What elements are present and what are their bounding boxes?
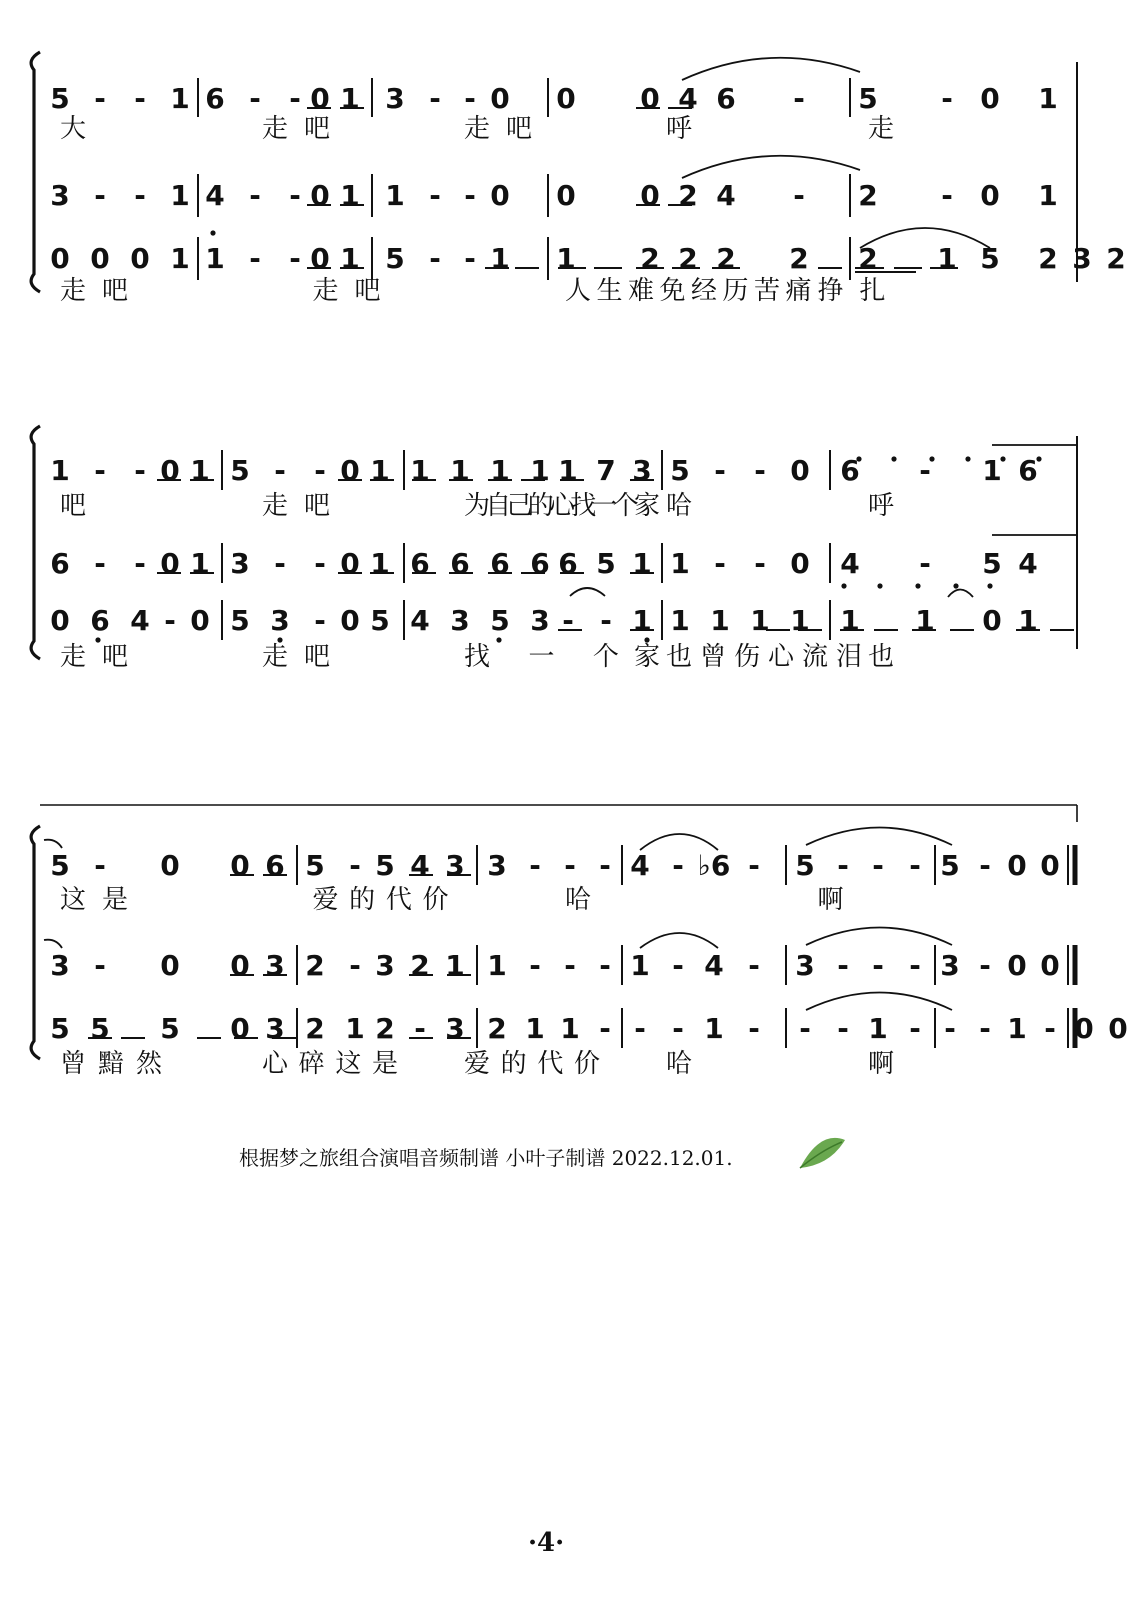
note: 1 xyxy=(490,454,510,487)
note: 5 xyxy=(490,604,510,637)
note: - xyxy=(134,179,146,212)
note: 0 xyxy=(160,849,180,882)
note: 0 xyxy=(1074,1012,1094,1045)
note: 1 xyxy=(1018,604,1038,637)
note: 1 xyxy=(937,242,957,275)
lyric: 吧 xyxy=(60,491,87,521)
slur xyxy=(860,228,990,248)
note: - xyxy=(793,179,805,212)
note: 5 xyxy=(375,849,395,882)
note: 0 xyxy=(640,179,660,212)
note: 1 xyxy=(982,454,1002,487)
note: - xyxy=(599,1012,611,1045)
note: - xyxy=(529,949,541,982)
note: - xyxy=(909,949,921,982)
note: 5 xyxy=(230,454,250,487)
lyric: 人生难免经历苦痛 xyxy=(565,276,812,306)
note: 0 xyxy=(50,242,70,275)
note: 0 xyxy=(160,454,180,487)
note: 6 xyxy=(90,604,110,637)
note: - xyxy=(634,1012,646,1045)
slur xyxy=(806,828,952,846)
note: - xyxy=(134,82,146,115)
lyric: 为自己的心找一个家 xyxy=(464,491,660,521)
note: 5 xyxy=(385,242,405,275)
note: 3 xyxy=(50,179,70,212)
note: ♭6 xyxy=(697,849,731,882)
note: 1 xyxy=(530,454,550,487)
note: 1 xyxy=(487,949,507,982)
note: 6 xyxy=(205,82,225,115)
note: - xyxy=(944,1012,956,1045)
note: 0 xyxy=(340,547,360,580)
note: 1 xyxy=(190,454,210,487)
note: 0 xyxy=(160,949,180,982)
note: - xyxy=(289,179,301,212)
lyric: 也曾伤心流泪 xyxy=(666,642,862,672)
note: 1 xyxy=(370,547,390,580)
system-bracket xyxy=(31,826,40,1059)
note: 1 xyxy=(632,604,652,637)
note: 1 xyxy=(1038,82,1058,115)
note: 3 xyxy=(445,849,465,882)
note: 3 xyxy=(385,82,405,115)
note: 0 xyxy=(490,179,510,212)
note: 1 xyxy=(704,1012,724,1045)
octave-dot xyxy=(496,637,501,642)
note: - xyxy=(314,454,326,487)
note: 0 xyxy=(310,242,330,275)
note: - xyxy=(274,547,286,580)
note: 0 xyxy=(160,547,180,580)
note: - xyxy=(754,454,766,487)
note: - xyxy=(672,949,684,982)
note: - xyxy=(562,604,574,637)
note: 4 xyxy=(840,547,860,580)
note: - xyxy=(672,1012,684,1045)
note: 3 xyxy=(487,849,507,882)
note: 5 xyxy=(795,849,815,882)
note: 0 xyxy=(1040,949,1060,982)
octave-dot xyxy=(877,583,882,588)
note: - xyxy=(1044,1012,1056,1045)
note: 0 xyxy=(1108,1012,1128,1045)
note: - xyxy=(349,949,361,982)
note: - xyxy=(94,82,106,115)
octave-dot xyxy=(95,637,100,642)
lyric: 走吧 xyxy=(262,114,330,144)
octave-dot xyxy=(210,230,215,235)
lyric: 走吧 xyxy=(464,114,532,144)
lyric: 走吧 xyxy=(312,276,381,306)
note: 3 xyxy=(445,1012,465,1045)
note: - xyxy=(909,849,921,882)
octave-dot xyxy=(953,583,958,588)
note: 6 xyxy=(410,547,430,580)
note: - xyxy=(429,179,441,212)
note: 5 xyxy=(90,1012,110,1045)
note: 1 xyxy=(750,604,770,637)
lyric: 这是 xyxy=(60,885,128,915)
note: 1 xyxy=(670,604,690,637)
note: 0 xyxy=(230,1012,250,1045)
note: - xyxy=(837,1012,849,1045)
note: - xyxy=(429,82,441,115)
note: 0 xyxy=(1040,849,1060,882)
note: 1 xyxy=(710,604,730,637)
note: - xyxy=(714,454,726,487)
note: - xyxy=(979,949,991,982)
note: 6 xyxy=(50,547,70,580)
note: 2 xyxy=(305,1012,325,1045)
note: 1 xyxy=(525,1012,545,1045)
lyric: 啊 xyxy=(817,885,844,915)
note: 4 xyxy=(130,604,150,637)
lyric: 心碎这是 xyxy=(262,1049,398,1079)
note: - xyxy=(564,949,576,982)
note: 1 xyxy=(1038,179,1058,212)
note: 7 xyxy=(596,454,616,487)
system-bracket xyxy=(31,426,40,659)
note: - xyxy=(748,949,760,982)
note: - xyxy=(599,849,611,882)
note: 0 xyxy=(640,82,660,115)
note: - xyxy=(94,454,106,487)
note: 2 xyxy=(410,949,430,982)
note: - xyxy=(793,82,805,115)
octave-dot xyxy=(915,583,920,588)
note: 6 xyxy=(1018,454,1038,487)
note: 1 xyxy=(50,454,70,487)
note: 3 xyxy=(530,604,550,637)
note: 0 xyxy=(982,604,1002,637)
note: 2 xyxy=(375,1012,395,1045)
note: 1 xyxy=(445,949,465,982)
page-number: ·4· xyxy=(528,1528,565,1558)
note: - xyxy=(599,949,611,982)
note: 2 xyxy=(1038,242,1058,275)
note: - xyxy=(464,82,476,115)
lyric: 呼 xyxy=(868,491,895,521)
lyric: 走吧 xyxy=(262,491,330,521)
note: 0 xyxy=(340,604,360,637)
note: 1 xyxy=(1007,1012,1027,1045)
note: 6 xyxy=(265,849,285,882)
note: 5 xyxy=(305,849,325,882)
lyric: 挣扎 xyxy=(817,276,886,306)
note: - xyxy=(600,604,612,637)
note: 0 xyxy=(790,547,810,580)
note: 1 xyxy=(868,1012,888,1045)
lyric: 爱的代价 xyxy=(464,1049,600,1079)
note: 0 xyxy=(980,82,1000,115)
note: - xyxy=(748,849,760,882)
note: 1 xyxy=(170,242,190,275)
lyric: 走吧 xyxy=(60,642,128,672)
note: 3 xyxy=(795,949,815,982)
note: 2 xyxy=(305,949,325,982)
note: 3 xyxy=(270,604,290,637)
note: 0 xyxy=(1007,949,1027,982)
note: 6 xyxy=(490,547,510,580)
note: - xyxy=(979,1012,991,1045)
note: 1 xyxy=(410,454,430,487)
note: 0 xyxy=(790,454,810,487)
note: 1 xyxy=(170,179,190,212)
slur xyxy=(640,933,718,948)
note: 6 xyxy=(530,547,550,580)
note: 2 xyxy=(1106,242,1126,275)
note: 0 xyxy=(310,179,330,212)
note: 3 xyxy=(50,949,70,982)
note: 3 xyxy=(265,949,285,982)
note: - xyxy=(919,454,931,487)
note: 5 xyxy=(858,82,878,115)
note: 3 xyxy=(632,454,652,487)
slur xyxy=(806,928,952,946)
note: - xyxy=(464,242,476,275)
note: 1 xyxy=(345,1012,365,1045)
note: 5 xyxy=(50,1012,70,1045)
octave-dot xyxy=(841,583,846,588)
note: 2 xyxy=(789,242,809,275)
note: - xyxy=(94,179,106,212)
note: 6 xyxy=(450,547,470,580)
note: 3 xyxy=(230,547,250,580)
note: 5 xyxy=(982,547,1002,580)
note: 4 xyxy=(205,179,225,212)
note: - xyxy=(979,849,991,882)
note: 4 xyxy=(1018,547,1038,580)
note: 5 xyxy=(670,454,690,487)
note: 1 xyxy=(560,1012,580,1045)
note: 4 xyxy=(410,849,430,882)
lyric: 呼 xyxy=(666,114,693,144)
note: 1 xyxy=(632,547,652,580)
note: - xyxy=(274,454,286,487)
note: 0 xyxy=(90,242,110,275)
note: - xyxy=(414,1012,426,1045)
note: 5 xyxy=(940,849,960,882)
note: - xyxy=(94,547,106,580)
lyric: 爱的代价 xyxy=(312,885,449,915)
note: 2 xyxy=(716,242,736,275)
note: - xyxy=(564,849,576,882)
note: - xyxy=(429,242,441,275)
lyric: 啊 xyxy=(868,1049,895,1079)
note: 5 xyxy=(160,1012,180,1045)
lyric: 哈 xyxy=(666,1049,693,1079)
lyric: 曾黯然 xyxy=(60,1049,162,1079)
note: 5 xyxy=(980,242,1000,275)
note: 5 xyxy=(50,849,70,882)
slur xyxy=(682,156,860,178)
note: - xyxy=(464,179,476,212)
note: 0 xyxy=(50,604,70,637)
note: 2 xyxy=(678,179,698,212)
note: - xyxy=(94,849,106,882)
note: 1 xyxy=(840,604,860,637)
note: - xyxy=(529,849,541,882)
note: - xyxy=(672,849,684,882)
note: 6 xyxy=(558,547,578,580)
note: 1 xyxy=(385,179,405,212)
note: - xyxy=(919,547,931,580)
note: - xyxy=(941,179,953,212)
note: 2 xyxy=(858,179,878,212)
lyric: 大 xyxy=(60,114,87,144)
slur xyxy=(44,940,62,948)
note: 1 xyxy=(630,949,650,982)
note: 1 xyxy=(340,242,360,275)
note: 1 xyxy=(915,604,935,637)
note: 1 xyxy=(490,242,510,275)
note: 4 xyxy=(716,179,736,212)
note: 1 xyxy=(370,454,390,487)
note: - xyxy=(164,604,176,637)
slur xyxy=(570,588,605,596)
note: 1 xyxy=(205,242,225,275)
slur xyxy=(640,834,718,850)
lyric: 找 一 个家 xyxy=(464,642,660,672)
lyric: 哈 xyxy=(666,491,693,521)
note: 1 xyxy=(558,454,578,487)
note: 4 xyxy=(678,82,698,115)
octave-dot xyxy=(965,456,970,461)
note: - xyxy=(314,604,326,637)
note: 0 xyxy=(340,454,360,487)
note: - xyxy=(748,1012,760,1045)
note: 0 xyxy=(310,82,330,115)
note: 6 xyxy=(840,454,860,487)
note: 0 xyxy=(130,242,150,275)
note: - xyxy=(289,82,301,115)
note: 0 xyxy=(980,179,1000,212)
lyric: 走 xyxy=(868,114,895,144)
note: - xyxy=(941,82,953,115)
note: - xyxy=(837,849,849,882)
note: 5 xyxy=(50,82,70,115)
slur xyxy=(44,840,62,848)
note: - xyxy=(909,1012,921,1045)
note: - xyxy=(249,179,261,212)
note: - xyxy=(754,547,766,580)
lyric: 走吧 xyxy=(262,642,330,672)
note: 0 xyxy=(230,849,250,882)
note: 0 xyxy=(556,82,576,115)
note: 1 xyxy=(556,242,576,275)
lyric: 哈 xyxy=(565,885,592,915)
note: 1 xyxy=(340,179,360,212)
note: - xyxy=(872,849,884,882)
note: 3 xyxy=(375,949,395,982)
note: - xyxy=(249,242,261,275)
note: 1 xyxy=(170,82,190,115)
note: 3 xyxy=(450,604,470,637)
note: - xyxy=(314,547,326,580)
slur xyxy=(806,993,952,1011)
note: 1 xyxy=(190,547,210,580)
note: 5 xyxy=(230,604,250,637)
lyric: 走吧 xyxy=(60,276,128,306)
note: 3 xyxy=(265,1012,285,1045)
note: 2 xyxy=(678,242,698,275)
note: - xyxy=(349,849,361,882)
octave-dot xyxy=(987,583,992,588)
note: 3 xyxy=(1072,242,1092,275)
note: 2 xyxy=(487,1012,507,1045)
note: 0 xyxy=(230,949,250,982)
slur xyxy=(948,590,973,598)
note: - xyxy=(872,949,884,982)
lyric: 也 xyxy=(868,642,895,672)
note: 4 xyxy=(410,604,430,637)
note: 5 xyxy=(370,604,390,637)
note: - xyxy=(799,1012,811,1045)
octave-dot xyxy=(891,456,896,461)
note: - xyxy=(134,454,146,487)
note: 1 xyxy=(340,82,360,115)
system-bracket xyxy=(31,52,40,292)
note: - xyxy=(94,949,106,982)
note: - xyxy=(289,242,301,275)
note: 2 xyxy=(640,242,660,275)
note: 5 xyxy=(596,547,616,580)
note: - xyxy=(714,547,726,580)
note: 4 xyxy=(704,949,724,982)
note: 1 xyxy=(450,454,470,487)
note: 1 xyxy=(670,547,690,580)
note: 0 xyxy=(490,82,510,115)
slur xyxy=(682,58,860,80)
note: - xyxy=(134,547,146,580)
note: 2 xyxy=(858,242,878,275)
note: 6 xyxy=(716,82,736,115)
credit-line: 根据梦之旅组合演唱音频制谱 小叶子制谱 2022.12.01. xyxy=(239,1146,733,1170)
note: 1 xyxy=(790,604,810,637)
note: - xyxy=(837,949,849,982)
note: 0 xyxy=(190,604,210,637)
note: 4 xyxy=(630,849,650,882)
note: - xyxy=(249,82,261,115)
note: 0 xyxy=(556,179,576,212)
note: 0 xyxy=(1007,849,1027,882)
note: 3 xyxy=(940,949,960,982)
